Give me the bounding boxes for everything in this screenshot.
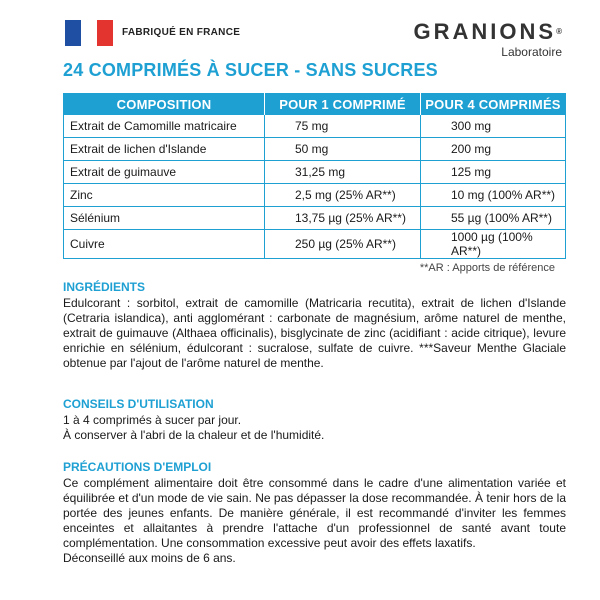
flag-stripe-red bbox=[97, 20, 113, 46]
brand-registered-mark: ® bbox=[556, 27, 562, 36]
france-flag-icon bbox=[65, 20, 113, 46]
table-row bbox=[64, 115, 566, 138]
col-header-composition: COMPOSITION bbox=[64, 94, 265, 115]
table-row bbox=[64, 138, 566, 161]
precautions-text: Ce complément alimentaire doit être consommé dans le cadre d'une alimentation variée et équilibrée et d'un mode de vie sain. Ne pas dépasser la dose recommandée. À tenir hors de la portée des jeunes enfants. De manière générale, il est recommandé d'inviter les femmes enceintes et allaitantes à prendre l'attache d'un professionnel de santé avant toute complémentation. Une consommation excessive peut avoir des effets laxatifs. bbox=[63, 476, 566, 550]
table-cell: 200 mg bbox=[421, 138, 566, 161]
table-row bbox=[64, 161, 566, 184]
table-row bbox=[64, 230, 566, 259]
table-cell: 55 µg (100% AR**) bbox=[421, 207, 566, 230]
table-cell: Cuivre bbox=[64, 230, 265, 259]
table-cell: Zinc bbox=[64, 184, 265, 207]
brand-name bbox=[414, 20, 562, 44]
table-cell: 31,25 mg bbox=[265, 161, 421, 184]
flag-stripe-blue bbox=[65, 20, 81, 46]
ingredients-text: Edulcorant : sorbitol, extrait de camomille (Matricaria recutita), extrait de lichen d'Islande (Cetraria islandica), anti agglomérant : carbonate de magnésium, arôme naturel de menthe, extrait de guimauve (Althaea officinalis), bisglycinate de zinc (acidifiant : acide citrique), levure enrichie en sélénium, édulcorant : sucralose, sulfate de cuivre. ***Saveur Menthe Glaciale obtenue par l'ajout de l'arôme naturel de menthe. bbox=[63, 296, 566, 370]
table-cell: 1000 µg (100% AR**) bbox=[421, 230, 566, 259]
table-cell: 10 mg (100% AR**) bbox=[421, 184, 566, 207]
col-header-per-4: POUR 4 COMPRIMÉS bbox=[421, 94, 566, 115]
col-header-per-1: POUR 1 COMPRIMÉ bbox=[265, 94, 421, 115]
table-cell: Extrait de guimauve bbox=[64, 161, 265, 184]
table-cell: 250 µg (25% AR**) bbox=[265, 230, 421, 259]
table-cell: Sélénium bbox=[64, 207, 265, 230]
brand-subtitle: Laboratoire bbox=[501, 45, 562, 59]
precautions-last-line: Déconseillé aux moins de 6 ans. bbox=[63, 551, 236, 565]
precautions-body bbox=[63, 476, 566, 566]
flag-stripe-white bbox=[81, 20, 97, 46]
table-cell: 50 mg bbox=[265, 138, 421, 161]
conseils-body bbox=[63, 413, 566, 443]
brand-name-text: GRANIONS bbox=[413, 19, 557, 44]
conseils-title: CONSEILS D'UTILISATION bbox=[63, 397, 214, 411]
table-cell: Extrait de lichen d'Islande bbox=[64, 138, 265, 161]
table-header-row bbox=[64, 94, 566, 115]
ingredients-title: INGRÉDIENTS bbox=[63, 280, 146, 294]
conseils-line-dosage: 1 à 4 comprimés à sucer par jour. bbox=[63, 413, 242, 427]
conseils-line-storage: À conserver à l'abri de la chaleur et de l'humidité. bbox=[63, 428, 325, 442]
table-cell: 300 mg bbox=[421, 115, 566, 138]
table-row bbox=[64, 207, 566, 230]
table-cell: 75 mg bbox=[265, 115, 421, 138]
table-footnote: **AR : Apports de référence bbox=[419, 262, 555, 274]
composition-table bbox=[63, 93, 566, 259]
table-cell: 125 mg bbox=[421, 161, 566, 184]
page-title: 24 COMPRIMÉS À SUCER - SANS SUCRES bbox=[63, 60, 438, 80]
brand-logo bbox=[414, 20, 562, 59]
header bbox=[0, 0, 600, 60]
table-row bbox=[64, 184, 566, 207]
table-cell: 13,75 µg (25% AR**) bbox=[265, 207, 421, 230]
precautions-title: PRÉCAUTIONS D'EMPLOI bbox=[63, 460, 212, 474]
table-cell: Extrait de Camomille matricaire bbox=[64, 115, 265, 138]
table-cell: 2,5 mg (25% AR**) bbox=[265, 184, 421, 207]
made-in-label: FABRIQUÉ EN FRANCE bbox=[122, 27, 241, 38]
